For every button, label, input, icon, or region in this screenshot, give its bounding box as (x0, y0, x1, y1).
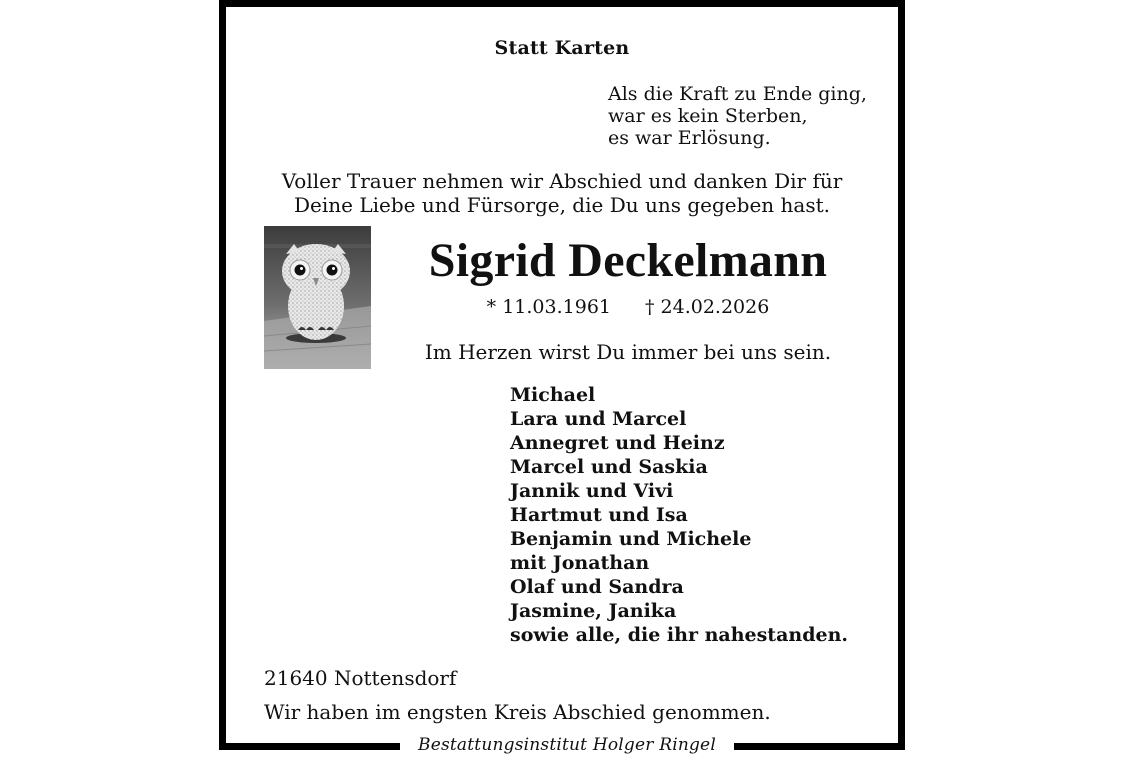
funeral-home: Bestattungsinstitut Holger Ringel (400, 728, 734, 764)
notice-header: Statt Karten (494, 37, 630, 59)
mourner: Jasmine, Janika (510, 600, 677, 622)
owl-icon (264, 226, 371, 369)
poem-line: war es kein Sterben, (608, 105, 808, 127)
mourner: Annegret und Heinz (510, 432, 725, 454)
mourner: Michael (510, 384, 596, 406)
mourner: Hartmut und Isa (510, 504, 688, 526)
memorial-line: Im Herzen wirst Du immer bei uns sein. (424, 340, 832, 364)
closing-text: Wir haben im engsten Kreis Abschied genommen. (264, 700, 771, 724)
intro-text (226, 169, 898, 217)
mourner: Marcel und Saskia (510, 456, 708, 478)
owl-figurine-photo (264, 226, 371, 369)
intro-line: Voller Trauer nehmen wir Abschied und danken Dir für (281, 169, 843, 193)
mourner: Benjamin und Michele (510, 528, 752, 550)
death-date: † 24.02.2026 (645, 296, 770, 318)
life-dates (358, 296, 898, 318)
death-notice (219, 0, 905, 755)
place: 21640 Nottensdorf (264, 666, 457, 690)
deceased-name: Sigrid Deckelmann (428, 234, 828, 287)
poem (608, 83, 867, 149)
mourner: Olaf und Sandra (510, 576, 684, 598)
mourner: Jannik und Vivi (510, 480, 674, 502)
mourner: sowie alle, die ihr nahestanden. (510, 624, 849, 646)
mourner: mit Jonathan (510, 552, 650, 574)
birth-date: * 11.03.1961 (486, 296, 611, 318)
poem-line: es war Erlösung. (608, 127, 771, 149)
mourners-list (510, 383, 848, 647)
mourner: Lara und Marcel (510, 408, 687, 430)
intro-line: Deine Liebe und Fürsorge, die Du uns gegeben hast. (294, 193, 830, 217)
poem-line: Als die Kraft zu Ende ging, (608, 83, 867, 105)
